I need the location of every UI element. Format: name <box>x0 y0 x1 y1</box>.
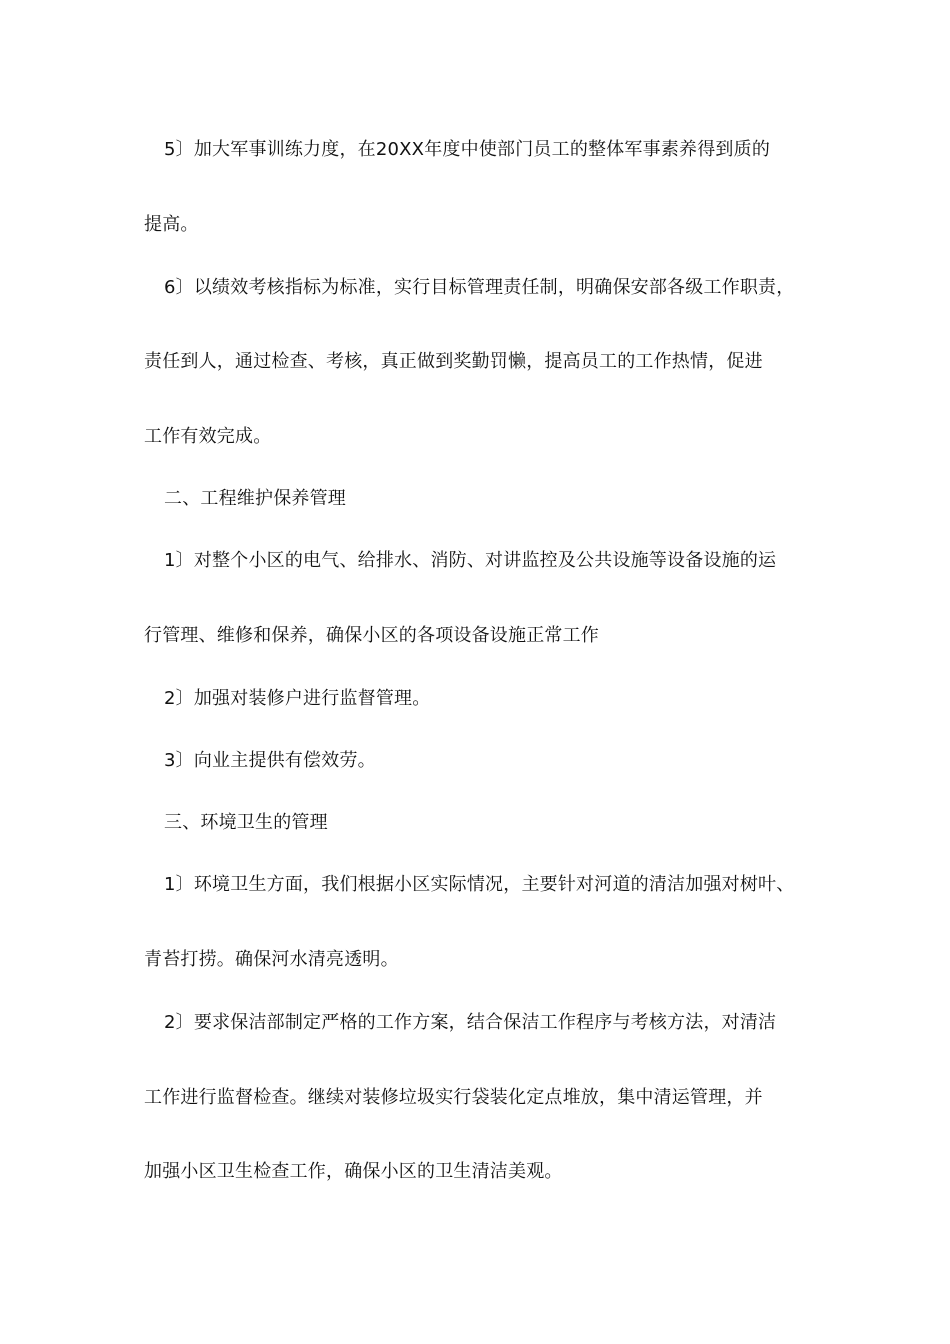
paragraph-line: 工作有效完成。 <box>144 426 272 447</box>
paragraph-line: 1〕对整个小区的电气、给排水、消防、对讲监控及公共设施等设备设施的运 <box>164 550 777 571</box>
paragraph-line: 加强小区卫生检查工作，确保小区的卫生清洁美观。 <box>144 1161 563 1182</box>
section-heading: 二、工程维护保养管理 <box>164 488 346 509</box>
paragraph-line: 责任到人，通过检查、考核，真正做到奖勤罚懒，提高员工的工作热情，促进 <box>144 351 763 372</box>
paragraph-line: 工作进行监督检查。继续对装修垃圾实行袋装化定点堆放，集中清运管理，并 <box>144 1087 763 1108</box>
paragraph-line: 6〕以绩效考核指标为标准，实行目标管理责任制，明确保安部各级工作职责， <box>164 277 795 298</box>
paragraph-line: 2〕加强对装修户进行监督管理。 <box>164 688 431 709</box>
paragraph-line: 5〕加大军事训练力度，在20XX年度中使部门员工的整体军事素养得到质的 <box>164 139 771 160</box>
section-heading: 三、环境卫生的管理 <box>164 812 328 833</box>
paragraph-line: 青苔打捞。确保河水清亮透明。 <box>144 949 399 970</box>
paragraph-line: 3〕向业主提供有偿效劳。 <box>164 750 376 771</box>
paragraph-line: 行管理、维修和保养，确保小区的各项设备设施正常工作 <box>144 625 599 646</box>
paragraph-line: 2〕要求保洁部制定严格的工作方案，结合保洁工作程序与考核方法，对清洁 <box>164 1012 777 1033</box>
paragraph-line: 提高。 <box>144 214 199 235</box>
paragraph-line: 1〕环境卫生方面，我们根据小区实际情况，主要针对河道的清洁加强对树叶、 <box>164 874 795 895</box>
